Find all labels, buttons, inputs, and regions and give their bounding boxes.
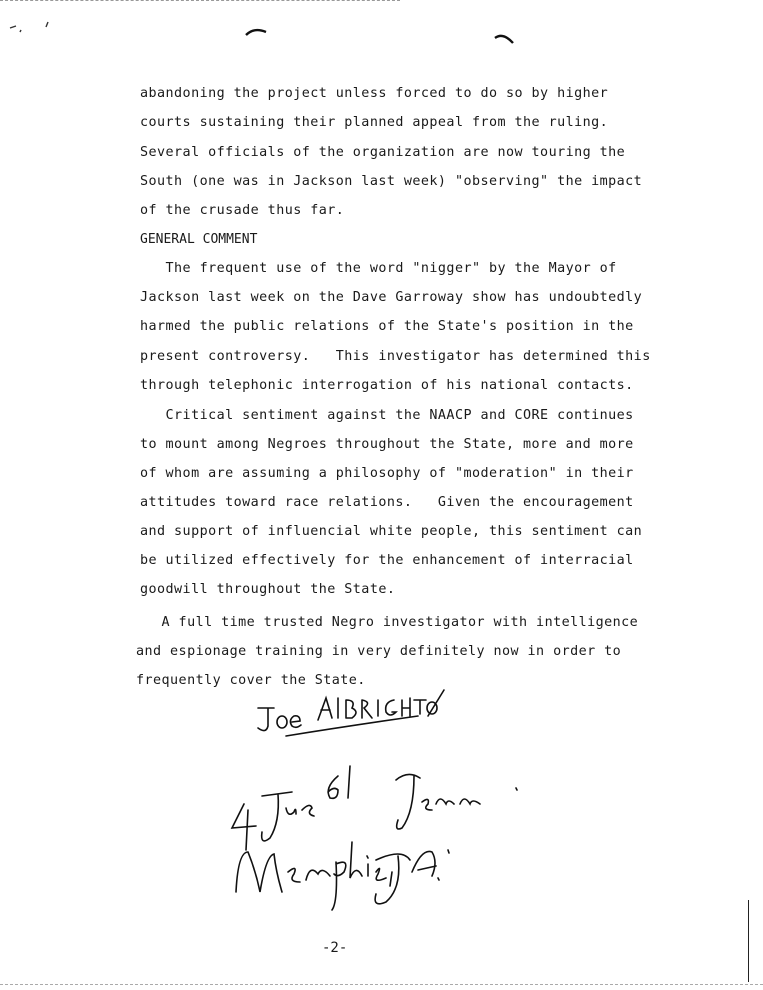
body-line-1: abandoning the project unless forced to do so by higher	[140, 86, 609, 101]
page-number: -2-	[322, 940, 348, 956]
body-line-12: Critical sentiment against the NAACP and CORE continues	[140, 408, 634, 423]
body-line-8: Jackson last week on the Dave Garroway show has undoubtedly	[140, 290, 643, 305]
handwritten-signature	[248, 688, 458, 748]
body-line-3: Several officials of the organization are now touring the	[140, 145, 626, 160]
body-line-2: courts sustaining their planned appeal from the ruling.	[140, 115, 609, 130]
scan-edge-bottom	[0, 984, 763, 987]
body-line-14: of whom are assuming a philosophy of "moderation" in their	[140, 466, 634, 481]
section-heading: GENERAL COMMENT	[140, 232, 258, 247]
handwritten-date-note	[226, 752, 536, 912]
body-line-18: goodwill throughout the State.	[140, 582, 396, 597]
scan-speck-mark	[8, 18, 58, 38]
body-line-15: attitudes toward race relations. Given the encouragement	[140, 495, 634, 510]
body-line-21: frequently cover the State.	[136, 673, 366, 688]
body-line-13: to mount among Negroes throughout the State, more and more	[140, 437, 634, 452]
body-line-11: through telephonic interrogation of his national contacts.	[140, 378, 634, 393]
body-line-17: be utilized effectively for the enhancement of interracial	[140, 553, 634, 568]
body-line-4: South (one was in Jackson last week) "observing" the impact	[140, 174, 643, 189]
scan-edge-right	[748, 900, 749, 982]
body-line-5: of the crusade thus far.	[140, 203, 345, 218]
scan-edge-top	[0, 0, 400, 3]
body-line-9: harmed the public relations of the State's position in the	[140, 319, 634, 334]
binder-mark-left	[244, 26, 270, 38]
body-line-10: present controversy. This investigator has determined this	[140, 349, 651, 364]
body-line-20: and espionage training in very definitely now in order to	[136, 644, 622, 659]
body-line-16: and support of influencial white people, this sentiment can	[140, 524, 643, 539]
body-line-7: The frequent use of the word "nigger" by the Mayor of	[140, 261, 617, 276]
binder-mark-right	[493, 32, 519, 46]
body-line-19: A full time trusted Negro investigator with intelligence	[136, 615, 639, 630]
